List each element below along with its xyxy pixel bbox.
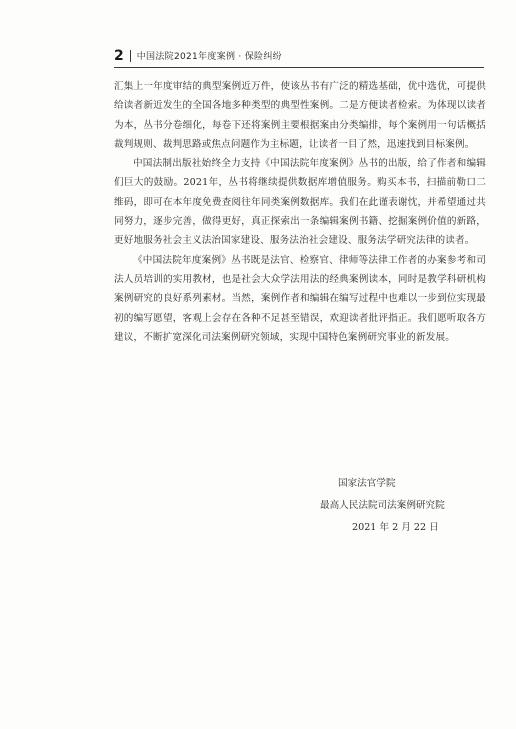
signature-block bbox=[320, 473, 480, 539]
body-text bbox=[114, 77, 486, 347]
running-header bbox=[114, 46, 484, 68]
paragraph-publisher-support: 中国法制出版社始终全力支持《中国法院年度案例》丛书的出版，给了作者和编辑们巨大的鼓励。2021年，丛书将继续提供数据库增值服务。购买本书，扫描前勒口二维码，即可在本年度免费查阅往年同类案例数据库。我们在此谨表谢忱，并希望通过共同努力，逐步完善，做得更好，真正探索出一条编辑案例书籍、挖掘案例价值的新路，更好地服务社会主义法治国家建设、服务法治社会建设、服务法学研究法律的读者。 bbox=[114, 158, 486, 247]
signature-org-2: 最高人民法院司法案例研究院 bbox=[320, 500, 445, 511]
paragraph-continuation: 汇集上一年度审结的典型案例近万件，使该丛书有广泛的精选基础，优中选优，可提供给读者新近发生的全国各地多种类型的典型性案例。二是方便读者检索。为体现以读者为本，丛书分卷细化，每卷下还将案例主要根据案由分类编排，每个案例用一句话概括裁判规则、裁判思路或焦点问题作为主标题，让读者一目了然，迅速找到目标案例。 bbox=[114, 81, 486, 150]
signature-org-1: 国家法官学院 bbox=[338, 478, 396, 489]
book-title: 中国法院2021年度案例 · 保险纠纷 bbox=[136, 52, 282, 62]
header-divider bbox=[130, 50, 131, 62]
paragraph-series-purpose: 《中国法院年度案例》丛书既是法官、检察官、律师等法律工作者的办案参考和司法人员培训的实用教材，也是社会大众学法用法的经典案例读本，同时是教学科研机构案例研究的良好系列素材。当然，案例作者和编辑在编写过程中也难以一步到位实现最初的编写愿望，客观上会存在各种不足甚至错误，欢迎读者批评指正。我们愿听取各方建议，不断扩宽深化司法案例研究领域，实现中国特色案例研究事业的新发展。 bbox=[114, 254, 486, 343]
signature-date: 2021 年 2 月 22 日 bbox=[352, 522, 439, 533]
page-number: 2 bbox=[114, 48, 124, 64]
